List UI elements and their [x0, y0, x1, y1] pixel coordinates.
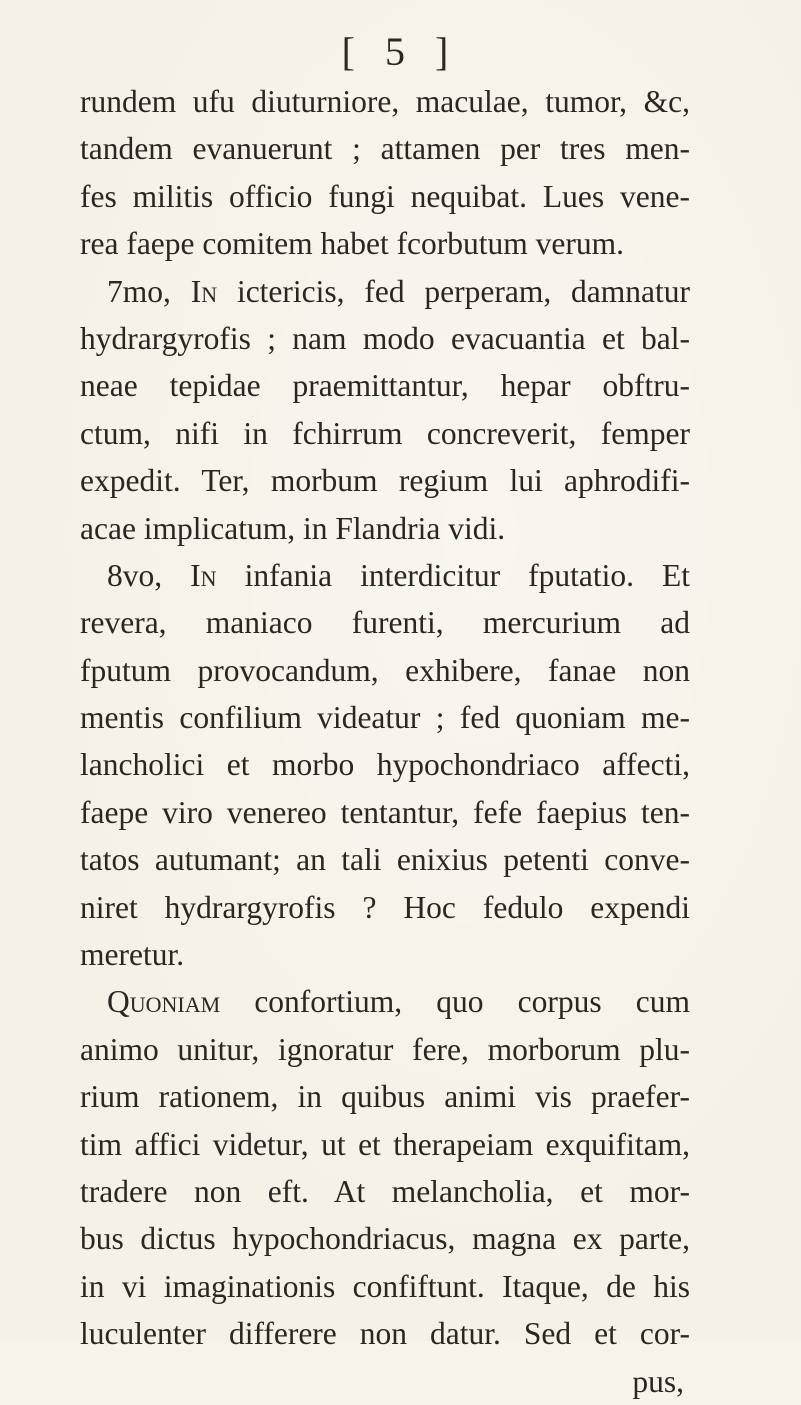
text-line	[80, 978, 690, 1025]
text-line: tim affici videtur, ut et therapeiam exquifitam,	[80, 1126, 690, 1162]
line-text: ictericis, fed perperam, damnatur	[217, 273, 690, 309]
text-line: neae tepidae praemittantur, hepar obftru-	[80, 368, 690, 404]
text-line: expedit. Ter, morbum regium lui aphrodifi-	[80, 463, 690, 499]
small-caps-word: Quoniam	[107, 984, 221, 1020]
text-line	[80, 268, 690, 315]
text-line: lancholici et morbo hypochondriaco affecti,	[80, 747, 690, 783]
text-line: tradere non eft. At melancholia, et mor-	[80, 1173, 690, 1209]
text-line: fes militis officio fungi nequibat. Lues vene-	[80, 178, 690, 214]
text-line: rundem ufu diuturniore, maculae, tumor, &c,	[80, 84, 690, 119]
text-line: fputum provocandum, exhibere, fanae non	[80, 652, 690, 688]
text-line: hydrargyrofis ; nam modo evacuantia et bal-	[80, 320, 690, 356]
text-line: luculenter differere non datur. Sed et cor-	[80, 1316, 690, 1352]
text-line: revera, maniaco furenti, mercurium ad	[80, 605, 690, 641]
text-line: rea faepe comitem habet fcorbutum verum.	[80, 226, 625, 262]
catchword: pus,	[632, 1363, 684, 1399]
text-line	[80, 552, 690, 599]
line-text: infania interdicitur fputatio. Et	[216, 557, 690, 593]
text-line: mentis confilium videatur ; fed quoniam me-	[80, 700, 690, 736]
body-text	[80, 78, 690, 1405]
text-line: acae implicatum, in Flandria vidi.	[80, 510, 506, 546]
text-line: in vi imaginationis confiftunt. Itaque, de his	[80, 1268, 690, 1304]
page-number: [ 5 ]	[341, 29, 459, 74]
text-line: tandem evanuerunt ; attamen per tres men-	[80, 131, 690, 167]
text-line: tatos autumant; an tali enixius petenti conve-	[80, 842, 690, 878]
text-line: faepe viro venereo tentantur, fefe faepius ten-	[80, 794, 690, 830]
text-line: meretur.	[80, 937, 185, 973]
line-text: confortium, quo corpus cum	[220, 984, 690, 1020]
paragraph-number: 8vo,	[107, 557, 191, 593]
small-caps-word: In	[190, 273, 218, 309]
paragraph-number: 7mo,	[107, 273, 191, 309]
small-caps-word: In	[190, 557, 217, 593]
text-line: bus dictus hypochondriacus, magna ex parte,	[80, 1221, 690, 1257]
text-line: animo unitur, ignoratur fere, morborum plu-	[80, 1031, 690, 1067]
text-line: niret hydrargyrofis ? Hoc fedulo expendi	[80, 889, 690, 925]
text-line: rium rationem, in quibus animi vis praefer-	[80, 1079, 690, 1115]
text-line: ctum, nifi in fchirrum concreverit, femper	[80, 415, 690, 451]
